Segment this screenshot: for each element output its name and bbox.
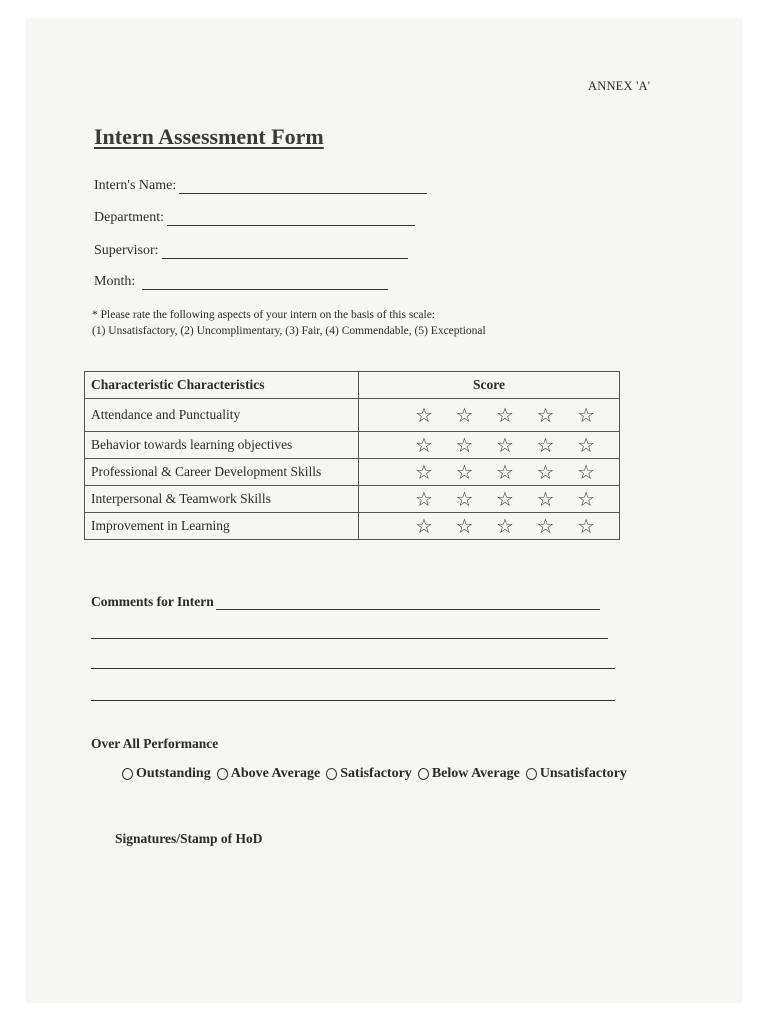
row-label: Professional & Career Development Skills — [85, 459, 359, 486]
star-rating — [359, 486, 620, 513]
star-icon[interactable]: ☆ — [415, 514, 433, 538]
star-icon[interactable]: ☆ — [577, 433, 595, 457]
radio-icon[interactable] — [418, 768, 429, 780]
department-line[interactable] — [167, 211, 415, 226]
performance-title: Over All Performance — [91, 736, 219, 751]
star-icon[interactable]: ☆ — [536, 403, 555, 427]
radio-icon[interactable] — [326, 768, 337, 780]
radio-icon[interactable] — [526, 768, 537, 780]
header-characteristic: Characteristic Characteristics — [85, 372, 359, 399]
table-row — [85, 432, 620, 459]
supervisor-field[interactable] — [94, 243, 408, 259]
intern-name-field[interactable] — [94, 178, 427, 194]
star-rating — [359, 459, 620, 486]
department-label: Department: — [94, 210, 164, 225]
star-icon[interactable]: ☆ — [496, 460, 514, 484]
comments-line-1[interactable] — [216, 595, 600, 610]
star-icon[interactable]: ☆ — [496, 514, 514, 538]
comments-line-4[interactable] — [91, 700, 615, 701]
star-icon[interactable]: ☆ — [415, 433, 433, 457]
option-unsatisfactory[interactable] — [526, 766, 627, 782]
row-label: Improvement in Learning — [85, 513, 359, 540]
star-icon[interactable]: ☆ — [536, 514, 555, 538]
month-line[interactable] — [142, 275, 388, 290]
table-row — [85, 459, 620, 486]
option-label: Outstanding — [136, 766, 211, 781]
intern-name-line[interactable] — [179, 179, 427, 194]
option-outstanding[interactable] — [122, 766, 211, 782]
star-icon[interactable]: ☆ — [577, 514, 595, 538]
star-icon[interactable]: ☆ — [455, 460, 474, 484]
star-rating — [359, 399, 620, 432]
instructions-line-1: * Please rate the following aspects of your intern on the basis of this scale: — [92, 309, 435, 321]
star-icon[interactable]: ☆ — [577, 460, 595, 484]
month-field[interactable] — [94, 274, 388, 290]
star-icon[interactable]: ☆ — [415, 487, 433, 511]
option-below-average[interactable] — [418, 766, 520, 782]
department-field[interactable] — [94, 210, 415, 226]
table-header-row — [85, 372, 620, 399]
star-rating — [359, 432, 620, 459]
header-score: Score — [359, 372, 620, 399]
comments-field[interactable] — [91, 594, 600, 610]
comments-label: Comments for Intern — [91, 594, 214, 609]
rating-table — [84, 371, 620, 540]
performance-options — [122, 766, 633, 782]
option-above-average[interactable] — [217, 766, 321, 782]
row-label: Interpersonal & Teamwork Skills — [85, 486, 359, 513]
row-label: Behavior towards learning objectives — [85, 432, 359, 459]
star-icon[interactable]: ☆ — [455, 433, 474, 457]
comments-line-2[interactable] — [91, 638, 608, 639]
star-icon[interactable]: ☆ — [455, 403, 474, 427]
signature-label: Signatures/Stamp of HoD — [115, 831, 263, 846]
radio-icon[interactable] — [217, 768, 228, 780]
row-label: Attendance and Punctuality — [85, 399, 359, 432]
star-rating — [359, 513, 620, 540]
star-icon[interactable]: ☆ — [455, 487, 474, 511]
star-icon[interactable]: ☆ — [415, 403, 433, 427]
option-label: Below Average — [431, 766, 520, 781]
instructions-line-2: (1) Unsatisfactory, (2) Uncomplimentary, (3) Fair, (4) Commendable, (5) Exceptional — [92, 325, 486, 337]
table-row — [85, 399, 620, 432]
option-label: Above Average — [230, 766, 321, 781]
star-icon[interactable]: ☆ — [496, 433, 514, 457]
supervisor-label: Supervisor: — [94, 243, 159, 258]
rating-instructions — [92, 307, 486, 339]
table-row — [85, 486, 620, 513]
star-icon[interactable]: ☆ — [455, 514, 474, 538]
star-icon[interactable]: ☆ — [415, 460, 433, 484]
star-icon[interactable]: ☆ — [496, 487, 514, 511]
form-title: Intern Assessment Form — [94, 124, 324, 149]
annex-label: ANNEX 'A' — [588, 79, 651, 93]
month-label: Month: — [94, 274, 136, 289]
star-icon[interactable]: ☆ — [496, 403, 514, 427]
supervisor-line[interactable] — [162, 244, 408, 259]
star-icon[interactable]: ☆ — [536, 487, 555, 511]
radio-icon[interactable] — [122, 768, 133, 780]
star-icon[interactable]: ☆ — [577, 403, 595, 427]
star-icon[interactable]: ☆ — [577, 487, 595, 511]
table-row — [85, 513, 620, 540]
intern-name-label: Intern's Name: — [94, 178, 177, 193]
option-label: Satisfactory — [340, 766, 412, 781]
comments-line-3[interactable] — [91, 668, 615, 669]
star-icon[interactable]: ☆ — [536, 433, 555, 457]
star-icon[interactable]: ☆ — [536, 460, 555, 484]
option-label: Unsatisfactory — [539, 766, 627, 781]
option-satisfactory[interactable] — [326, 766, 412, 782]
